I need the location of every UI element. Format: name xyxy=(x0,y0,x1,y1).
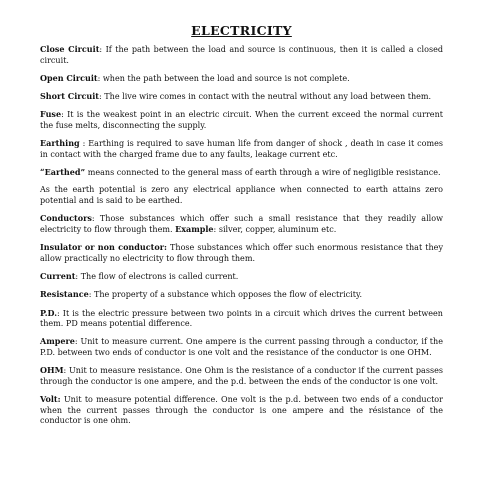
definition-text: : Those substances which offer such a small resistance that they readily allow electricity to flow through them. xyxy=(40,213,443,235)
term: Earthing xyxy=(40,137,80,148)
term: Short Circuit xyxy=(40,90,100,101)
definition-fuse xyxy=(40,109,443,131)
definition-text: means connected to the general mass of earth through a wire of negligible resistance. xyxy=(85,167,441,177)
term: OHM xyxy=(40,365,64,376)
definition-resistance xyxy=(40,289,443,301)
definition-text: : The live wire comes in contact with the neutral without any load between them. xyxy=(99,91,432,101)
definition-ampere xyxy=(40,336,443,358)
term: Ampere xyxy=(40,336,75,347)
definition-close-circuit xyxy=(40,44,443,66)
definition-text: : It is the weakest point in an electric circuit. When the current exceed the normal current the fuse melts, disconnecting the supply. xyxy=(40,110,443,130)
term: Conductors xyxy=(40,212,92,223)
definition-text: : If the path between the load and source is continuous, then it is called a closed circuit. xyxy=(40,45,444,65)
page-title: ELECTRICITY xyxy=(191,23,292,38)
example-label: Example xyxy=(175,224,214,235)
definition-text: Those substances which offer such enormous resistance that they allow practically no electricity to flow through them. xyxy=(40,243,443,264)
term: Insulator or non conductor: xyxy=(40,242,167,253)
definition-insulator xyxy=(40,242,443,264)
term: “Earthed” xyxy=(40,166,86,177)
earth-potential-note xyxy=(40,185,443,206)
definition-volt xyxy=(40,394,443,427)
definition-current xyxy=(40,271,443,283)
term: Close Circuit xyxy=(40,44,100,54)
definition-text: Unit to measure potential difference. One volt is the p.d. between two ends of a conductor when the current passes through the conductor is one ampere and the résistance of the conductor is one ohm. xyxy=(40,394,443,426)
definition-text: : when the path between the load and source is not complete. xyxy=(97,73,350,83)
definition-text: : The flow of electrons is called current. xyxy=(75,272,239,282)
term: Current xyxy=(40,271,76,282)
definition-short-circuit xyxy=(40,91,443,103)
definition-conductors xyxy=(40,213,443,236)
term: P.D. xyxy=(40,307,58,318)
definition-text: As the earth potential is zero any electrical appliance when connected to earth attains zero potential and is said to be earthed. xyxy=(40,184,443,205)
definition-open-circuit xyxy=(40,73,443,85)
term: Open Circuit xyxy=(40,72,98,83)
definition-text: : Unit to measure resistance. One Ohm is the resistance of a conductor if the current passes through the conductor is one ampere, and the p.d. between the ends of the conductor is one volt. xyxy=(40,366,443,386)
definition-text: : The property of a substance which opposes the flow of electricity. xyxy=(88,290,363,300)
term: Volt: xyxy=(40,393,61,404)
term: Resistance xyxy=(40,289,89,300)
term: Fuse xyxy=(40,109,62,120)
definition-earthed xyxy=(40,167,443,179)
definition-text: : Unit to measure current. One ampere is the current passing through a conductor, if the P.D. between two ends of conductor is one volt and the resistance of the conductor is one OHM. xyxy=(40,337,443,357)
example-text: : silver, copper, aluminum etc. xyxy=(213,225,337,235)
definition-earthing xyxy=(40,138,443,160)
definition-ohm xyxy=(40,365,443,387)
definition-text: : Earthing is required to save human life from danger of shock , death in case it comes in contact with the charged frame due to any faults, leakage current etc. xyxy=(40,138,443,159)
definition-text: : It is the electric pressure between two points in a circuit which drives the current between them. PD means potential difference. xyxy=(40,308,443,329)
definition-pd xyxy=(40,308,443,330)
